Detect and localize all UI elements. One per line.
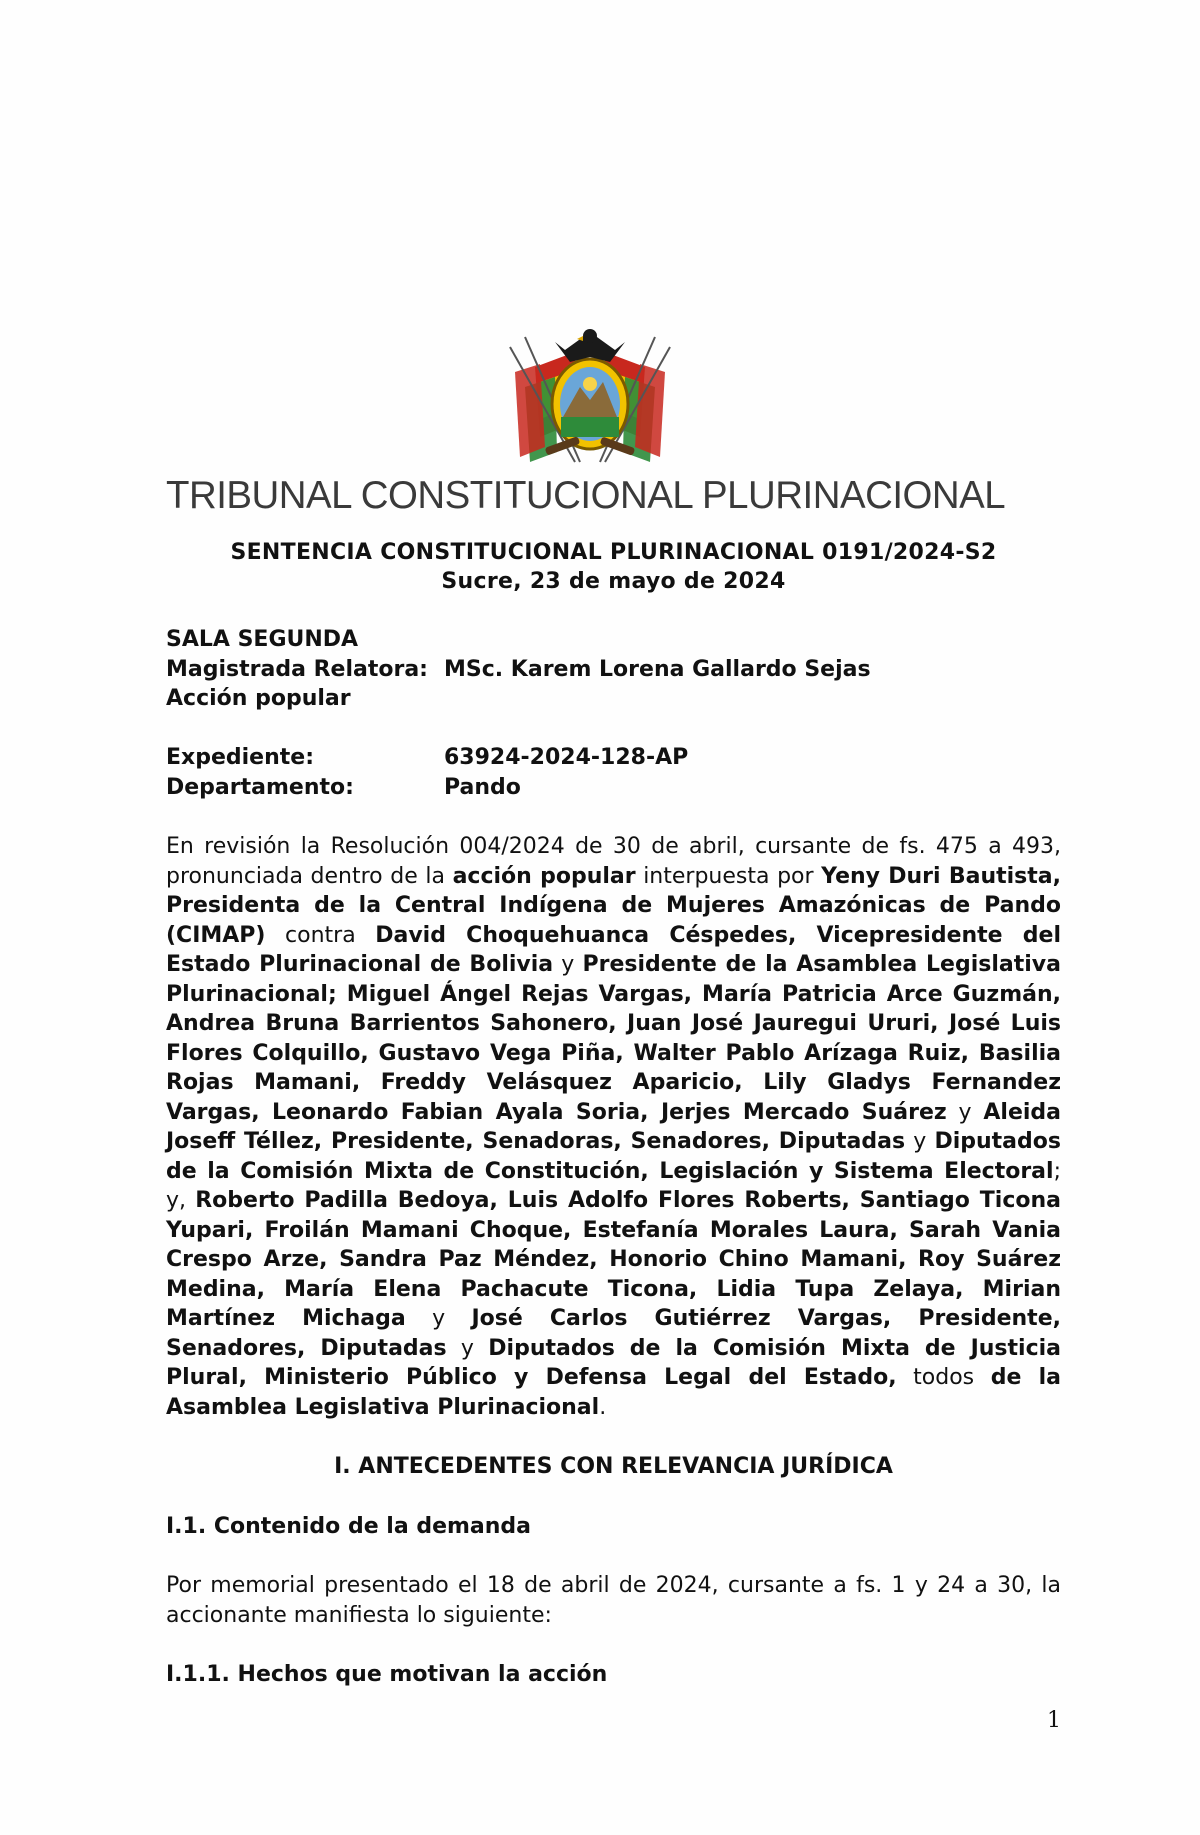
bold-run: David Choquehuanca Céspedes, Vicepresidente del Estado Plurinacional de Bolivia (166, 922, 1062, 977)
bold-run: Aleida Joseff Téllez, Presidente, Senadoras, Senadores, Diputadas (166, 1099, 1061, 1154)
review-paragraph (166, 832, 1061, 1422)
text-run: ; y, (166, 1158, 1061, 1213)
expediente-value: 63924-2024-128-AP (444, 745, 689, 770)
text-run: y (405, 1306, 472, 1331)
memorial-paragraph: Por memorial presentado el 18 de abril de 2024, cursante a fs. 1 y 24 a 30, la accionante manifiesta lo siguiente: (166, 1573, 1061, 1628)
text-run: contra (265, 922, 376, 948)
relatora-value: MSc. Karem Lorena Gallardo Sejas (444, 656, 871, 682)
bold-run: acción popular (452, 863, 636, 889)
text-run: En revisión la Resolución 004/2024 de 30 de abril, cursante de fs. 475 a 493, pronunciada dentro de la (166, 834, 1061, 889)
departamento-value: Pando (444, 774, 521, 800)
text-run: y (446, 1335, 489, 1361)
text-run: y (553, 952, 583, 977)
sentence-title: SENTENCIA CONSTITUCIONAL PLURINACIONAL 0191/2024-S2 (230, 540, 997, 565)
bold-run: José Carlos Gutiérrez Vargas, Presidente, Senadores, Diputadas (166, 1306, 1061, 1361)
sala-label: SALA SEGUNDA (166, 627, 359, 652)
case-metadata (166, 625, 1061, 802)
accion-label: Acción popular (166, 686, 351, 711)
bold-run: Diputados de la Comisión Mixta de Constitución, Legislación y Sistema Electoral (166, 1129, 1061, 1184)
text-run: todos (896, 1365, 991, 1390)
coat-of-arms-icon (495, 312, 685, 477)
institution-name: TRIBUNAL CONSTITUCIONAL PLURINACIONAL (166, 474, 1006, 517)
sentence-header (166, 538, 1061, 596)
bold-run: de la Asamblea Legislativa Plurinacional (166, 1365, 1061, 1420)
sala-row (166, 625, 1061, 655)
subsection-title-demanda: I.1. Contenido de la demanda (166, 1514, 532, 1539)
subsection-title-hechos: I.1.1. Hechos que motivan la acción (166, 1662, 608, 1687)
text-run: interpuesta por (635, 863, 822, 889)
text-run: y (946, 1099, 984, 1125)
text-run: y (905, 1129, 935, 1154)
section-title: I. ANTECEDENTES CON RELEVANCIA JURÍDICA (334, 1454, 893, 1479)
page-number: 1 (1047, 1708, 1061, 1733)
bold-run: Diputados de la Comisión Mixta de Justicia Plural, Ministerio Público y Defensa Legal del Estado, (166, 1335, 1062, 1390)
text-run: . (599, 1394, 607, 1420)
departamento-key: Departamento: (166, 774, 354, 800)
expediente-row (166, 743, 1061, 773)
relatora-key: Magistrada Relatora: (166, 656, 428, 682)
bold-run: Presidente de la Asamblea Legislativa Plurinacional; Miguel Ángel Rejas Vargas, María Patricia Arce Guzmán, Andrea Bruna Barrientos Sahonero, Juan José Jauregui Ururi, José Luis Flores Colquillo, Gustavo Vega Piña, Walter Pablo Arízaga Ruiz, Basilia Rojas Mamani, Freddy Velásquez Aparicio, Lily Gladys Fernandez Vargas, Leonardo Fabian Ayala Soria, Jerjes Mercado Suárez (166, 952, 1061, 1125)
relatora-row (166, 655, 1061, 685)
accion-row (166, 684, 1061, 714)
place-date: Sucre, 23 de mayo de 2024 (441, 569, 786, 594)
bold-run: Roberto Padilla Bedoya, Luis Adolfo Flores Roberts, Santiago Ticona Yupari, Froilán Mamani Choque, Estefanía Morales Laura, Sarah Vania Crespo Arze, Sandra Paz Méndez, Honorio Chino Mamani, Roy Suárez Medina, María Elena Pachacute Ticona, Lidia Tupa Zelaya, Mirian Martínez Michaga (166, 1188, 1061, 1331)
bold-run: Yeny Duri Bautista, Presidenta de la Central Indígena de Mujeres Amazónicas de Pando (CIMAP) (166, 863, 1061, 948)
expediente-key: Expediente: (166, 745, 314, 770)
departamento-row (166, 773, 1061, 803)
